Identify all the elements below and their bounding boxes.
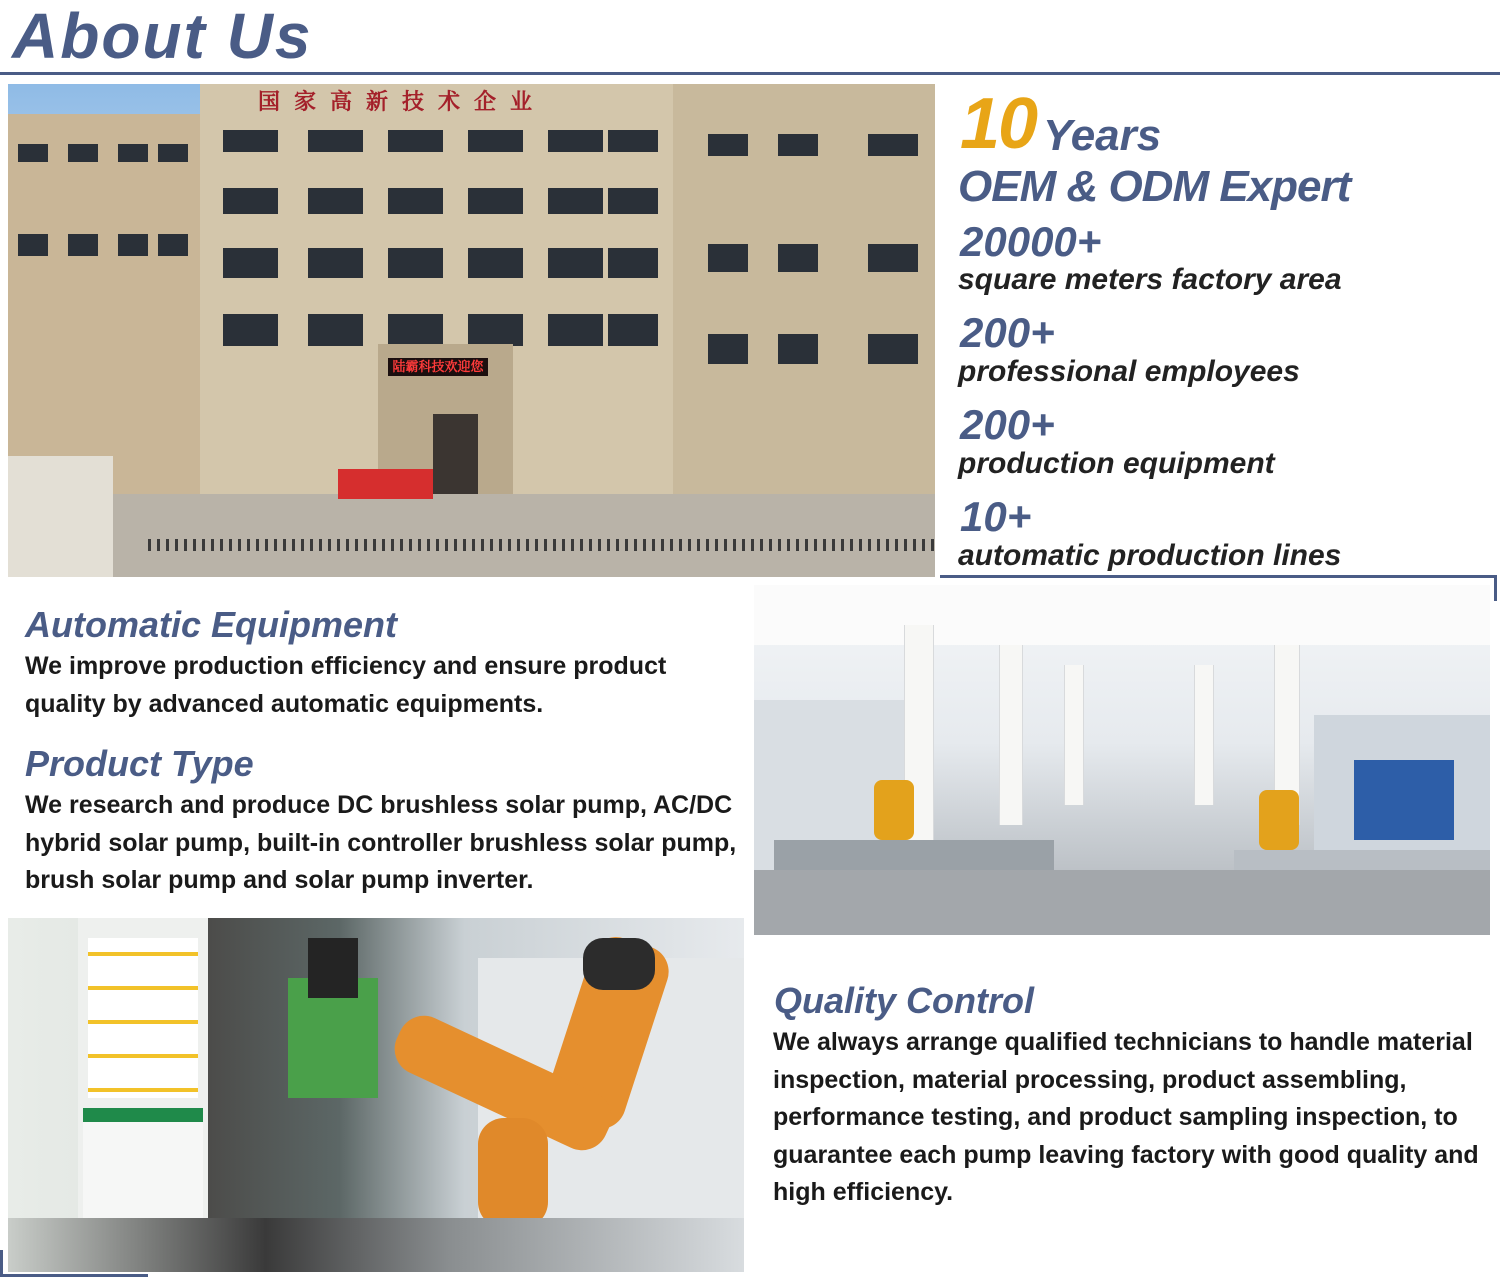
robot-arm-photo [8,918,744,1272]
quality-control-text: We always arrange qualified technicians to handle material inspection, material processing, product assembling, performance testing, and product sampling inspection, to guarantee each pump leaving factory with good quality and high efficiency. [773,1028,1479,1206]
product-type-text: We research and produce DC brushless solar pump, AC/DC hybrid solar pump, built-in controller brushless solar pump, brush solar pump and solar pump inverter. [25,791,737,894]
stat-value-employees: 200+ [960,309,1055,356]
automatic-equipment-text: We improve production efficiency and ensure product quality by advanced automatic equipments. [25,652,667,718]
decorative-bracket-line [940,575,1497,578]
decorative-bracket-corner [0,1250,3,1277]
quality-control-heading: Quality Control [774,980,1034,1021]
title-divider [0,72,1500,75]
factory-building-photo [8,84,935,577]
stat-label-equipment: production equipment [958,447,1275,480]
automatic-equipment-heading: Automatic Equipment [25,604,398,645]
stat-value-production-lines: 10+ [960,493,1032,540]
welcome-banner: 陆霸科技欢迎您 [388,358,488,376]
stat-value-factory-area: 20000+ [960,218,1102,265]
page-title: About Us [12,0,313,72]
years-number: 10 [960,84,1037,164]
product-type-heading: Product Type [25,743,254,784]
production-floor-photo [754,585,1490,935]
building-sign: 国家高新技术企业 [258,89,547,114]
decorative-bracket-line [0,1274,148,1277]
stat-value-equipment: 200+ [960,401,1055,448]
stat-label-factory-area: square meters factory area [958,263,1342,296]
years-label: Years [1043,111,1162,160]
decorative-bracket-corner [1494,575,1497,601]
oem-odm-expert: OEM & ODM Expert [958,162,1351,211]
stat-label-employees: professional employees [958,355,1300,388]
stat-label-production-lines: automatic production lines [958,539,1342,572]
